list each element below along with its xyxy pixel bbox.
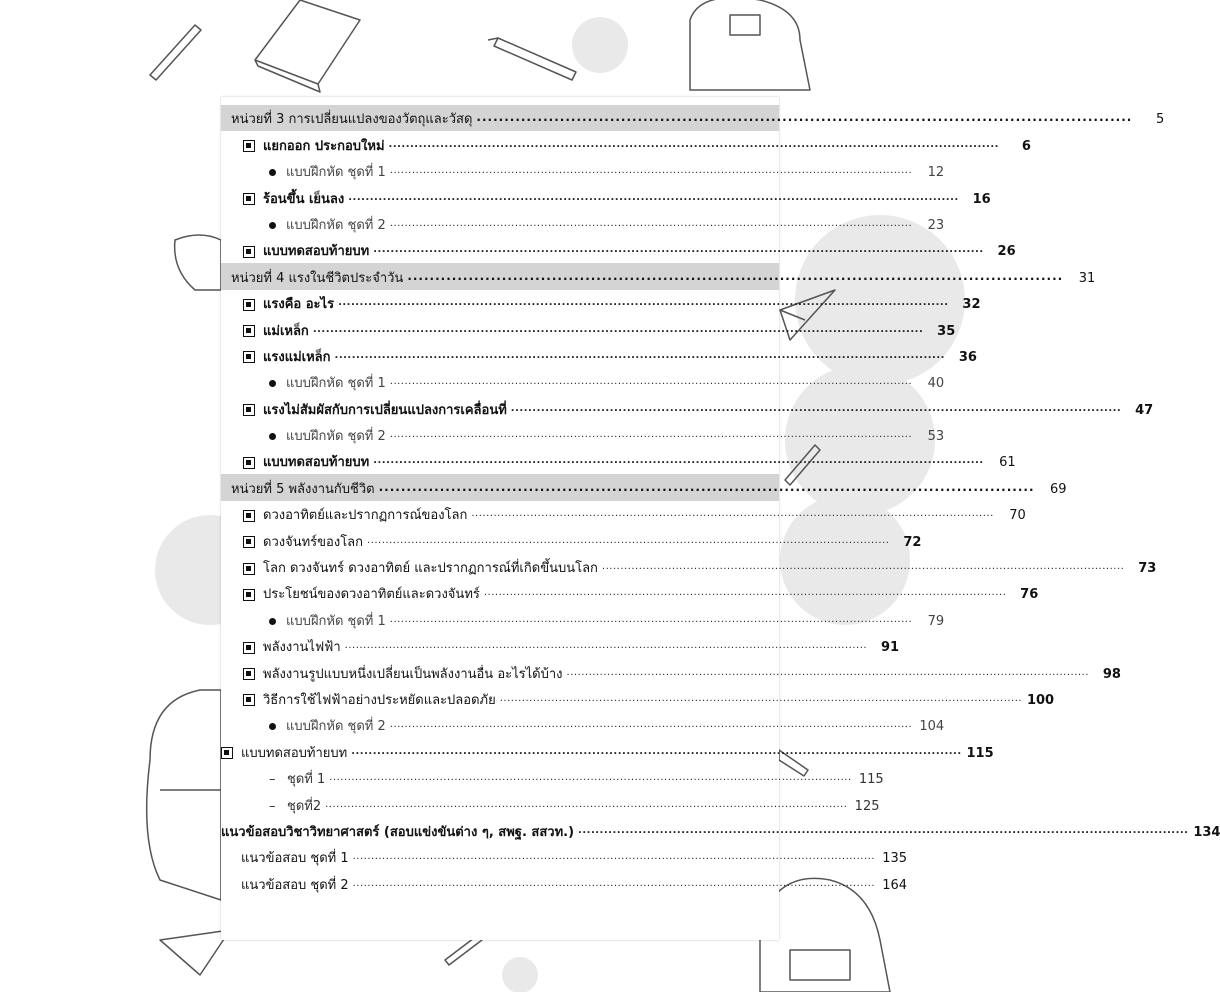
toc-page-number: 100	[1026, 692, 1055, 708]
toc-page-number: 16	[972, 191, 991, 207]
toc-title: โลก ดวงจันทร์ ดวงอาทิตย์ และปรากฏการณ์ที่เกิดขึ้นบนโลก	[263, 561, 598, 577]
toc-section[interactable]	[221, 237, 1016, 263]
toc-page-number: 104	[919, 719, 945, 735]
toc-unit-3[interactable]	[221, 105, 1165, 131]
round-bullet-icon	[269, 618, 276, 625]
toc-page-number: 35	[937, 323, 956, 339]
dot-leader: ..............................................................................................................................................	[352, 877, 876, 889]
toc-title: แนวข้อสอบ ชุดที่ 1	[241, 851, 349, 867]
toc-exercise[interactable]	[221, 369, 945, 395]
dot-leader: ..............................................................................................................................................	[389, 613, 913, 625]
toc-title: หน่วยที่ 4 แรงในชีวิตประจำวัน	[231, 270, 404, 286]
dot-leader: ..............................................................................................................................................	[566, 666, 1089, 678]
toc-page-number: 76	[1020, 587, 1039, 603]
toc-title: แบบฝึกหัด ชุดที่ 1	[286, 165, 386, 181]
dot-leader: ..............................................................................................................................................	[510, 402, 1122, 414]
dot-leader: ..............................................................................................................................................	[389, 165, 913, 177]
gray-circle-decoration	[572, 17, 628, 73]
toc-exercise[interactable]	[221, 211, 945, 237]
toc-section[interactable]	[221, 316, 956, 342]
toc-section[interactable]	[221, 131, 1031, 157]
bag-doodle	[147, 690, 221, 900]
toc-page-number: 115	[858, 772, 884, 788]
toc-title: ดวงจันทร์ของโลก	[263, 534, 364, 550]
toc-final-set[interactable]	[221, 765, 884, 791]
square-bullet-icon	[243, 563, 255, 575]
dot-leader: ..............................................................................................................................................	[499, 692, 1023, 704]
toc-page-number: 69	[1049, 481, 1067, 497]
dot-leader: ..............................................................................................................................................	[389, 429, 913, 441]
square-bullet-icon	[243, 457, 255, 469]
toc-title: แบบฝึกหัด ชุดที่ 1	[286, 376, 386, 392]
toc-title: พลังงานไฟฟ้า	[263, 640, 341, 656]
toc-page-number: 12	[927, 165, 945, 181]
toc-exercise[interactable]	[221, 422, 945, 448]
toc-page-number: 72	[903, 534, 922, 550]
dot-leader: ..............................................................................................................................................	[367, 534, 890, 546]
dot-leader: ......................................................................................................................	[378, 479, 1035, 494]
toc-title: แม่เหล็ก	[263, 323, 309, 339]
toc-unit-5[interactable]	[221, 474, 1067, 500]
toc-title: วิธีการใช้ไฟฟ้าอย่างประหยัดและปลอดภัย	[263, 692, 496, 708]
dot-leader: ..............................................................................................................................................	[338, 297, 949, 309]
round-bullet-icon	[269, 222, 276, 229]
toc-page-number: 40	[927, 376, 945, 392]
dot-leader: ......................................................................................................................	[476, 110, 1133, 125]
table-of-contents-page	[221, 97, 1220, 940]
pencil-doodle	[488, 38, 576, 80]
toc-section[interactable]	[221, 554, 1157, 580]
pencil-doodle	[150, 25, 201, 80]
toc-page-number: 32	[962, 297, 981, 313]
toc-exam-guide[interactable]	[221, 818, 1220, 844]
round-bullet-icon	[269, 169, 276, 176]
toc-title: แบบฝึกหัด ชุดที่ 2	[286, 217, 386, 233]
toc-page-number: 5	[1156, 112, 1165, 128]
dot-leader: ..............................................................................................................................................	[373, 455, 984, 467]
toc-title: แบบทดสอบท้ายบท	[263, 455, 370, 471]
toc-page-number: 6	[1021, 138, 1031, 154]
toc-page-number: 23	[927, 217, 945, 233]
toc-page-number: 79	[927, 613, 945, 629]
square-bullet-icon	[243, 193, 255, 205]
dot-leader: ..............................................................................................................................................	[471, 508, 994, 520]
round-bullet-icon	[269, 380, 276, 387]
gray-circle-decoration	[502, 957, 538, 992]
dot-leader: ..............................................................................................................................................	[601, 561, 1125, 573]
dot-leader: ..............................................................................................................................................	[325, 798, 848, 810]
toc-exercise[interactable]	[221, 712, 945, 738]
dash-bullet-icon: –	[269, 798, 276, 814]
toc-final-set[interactable]	[221, 791, 880, 817]
square-bullet-icon	[243, 536, 255, 548]
dot-leader: ..............................................................................................................................................	[388, 138, 999, 150]
backpack-doodle	[690, 0, 810, 90]
toc-section[interactable]	[221, 659, 1121, 685]
toc-section[interactable]	[221, 448, 1016, 474]
toc-section[interactable]	[221, 290, 981, 316]
toc-title: ชุดที่2	[287, 798, 322, 814]
dot-leader: ..............................................................................................................................................	[329, 772, 852, 784]
toc-page-number: 61	[999, 455, 1016, 471]
toc-section[interactable]	[221, 395, 1154, 421]
toc-exam-set[interactable]	[221, 844, 908, 870]
toc-title: พลังงานรูปแบบหนึ่งเปลี่ยนเป็นพลังงานอื่น อะไรได้บ้าง	[263, 666, 563, 682]
toc-page-number: 125	[854, 798, 880, 814]
toc-title: แนวข้อสอบ ชุดที่ 2	[241, 877, 349, 893]
toc-title: แบบฝึกหัด ชุดที่ 2	[286, 429, 386, 445]
toc-title: หน่วยที่ 3 การเปลี่ยนแปลงของวัตถุและวัสดุ	[231, 112, 473, 128]
toc-page-number: 164	[882, 877, 908, 893]
pencil-case-doodle	[175, 235, 221, 290]
notebook-doodle	[255, 0, 360, 92]
square-bullet-icon	[243, 140, 255, 152]
dot-leader: ..............................................................................................................................................	[344, 640, 868, 652]
dot-leader: ..............................................................................................................................................	[312, 323, 924, 335]
toc-title: หน่วยที่ 5 พลังงานกับชีวิต	[231, 481, 375, 497]
toc-page-number: 135	[882, 851, 908, 867]
toc-exercise[interactable]	[221, 158, 945, 184]
toc-page-number: 70	[1009, 508, 1026, 524]
dot-leader: ..............................................................................................................................................	[348, 191, 959, 203]
toc-title: แบบฝึกหัด ชุดที่ 2	[286, 719, 386, 735]
toc-title: แบบฝึกหัด ชุดที่ 1	[286, 613, 386, 629]
dot-leader: ..............................................................................................................................................	[373, 244, 984, 256]
dot-leader: ..............................................................................................................................................	[578, 824, 1189, 836]
dot-leader: ..............................................................................................................................................	[483, 587, 1007, 599]
toc-section[interactable]	[221, 580, 1039, 606]
dot-leader: ..............................................................................................................................................	[351, 745, 962, 757]
dot-leader: ..............................................................................................................................................	[352, 851, 876, 863]
toc-page-number: 91	[880, 640, 900, 656]
toc-section[interactable]	[221, 633, 900, 659]
backpack-doodle	[760, 878, 890, 992]
toc-title: แรงคือ อะไร	[263, 297, 335, 313]
toc-section[interactable]	[221, 686, 1055, 712]
toc-unit-4[interactable]	[221, 263, 1096, 289]
round-bullet-icon	[269, 433, 276, 440]
toc-exam-set[interactable]	[221, 870, 908, 896]
square-bullet-icon	[221, 747, 233, 759]
square-bullet-icon	[243, 299, 255, 311]
dash-bullet-icon: –	[269, 772, 276, 788]
square-bullet-icon	[243, 694, 255, 706]
toc-page-number: 73	[1138, 561, 1157, 577]
toc-page-number: 98	[1102, 666, 1121, 682]
square-bullet-icon	[243, 404, 255, 416]
toc-section[interactable]	[221, 184, 991, 210]
toc-title: ร้อนขึ้น เย็นลง	[263, 191, 345, 207]
toc-title: แยกออก ประกอบใหม่	[263, 138, 385, 154]
square-bullet-icon	[243, 246, 255, 258]
dot-leader: ..............................................................................................................................................	[334, 349, 945, 361]
toc-section[interactable]	[221, 527, 922, 553]
toc-final-test[interactable]	[221, 738, 994, 764]
dot-leader: ..............................................................................................................................................	[389, 376, 913, 388]
toc-section[interactable]	[221, 343, 977, 369]
toc-page-number: 134	[1193, 824, 1220, 840]
toc-exercise[interactable]	[221, 606, 945, 632]
toc-title: ดวงอาทิตย์และปรากฏการณ์ของโลก	[263, 508, 468, 524]
toc-title: แรงไม่สัมผัสกับการเปลี่ยนแปลงการเคลื่อนที่	[263, 402, 507, 418]
toc-title: แบบทดสอบท้ายบท	[263, 244, 370, 260]
toc-title: แรงแม่เหล็ก	[263, 349, 331, 365]
toc-page-number: 115	[966, 745, 994, 761]
toc-title: แบบทดสอบท้ายบท	[241, 745, 348, 761]
paper-plane-doodle	[160, 930, 230, 975]
toc-title: แนวข้อสอบวิชาวิทยาศาสตร์ (สอบแข่งขันต่าง ๆ, สพฐ. สสวท.)	[221, 824, 575, 840]
toc-section[interactable]	[221, 501, 1026, 527]
square-bullet-icon	[243, 351, 255, 363]
round-bullet-icon	[269, 723, 276, 730]
toc-page-number: 31	[1078, 270, 1096, 286]
toc-page-number: 47	[1135, 402, 1154, 418]
toc-page-number: 26	[997, 244, 1016, 260]
dot-leader: ......................................................................................................................	[407, 268, 1064, 283]
square-bullet-icon	[243, 589, 255, 601]
square-bullet-icon	[243, 510, 255, 522]
dot-leader: ..............................................................................................................................................	[389, 719, 913, 731]
square-bullet-icon	[243, 325, 255, 337]
square-bullet-icon	[243, 668, 255, 680]
toc-title: ชุดที่ 1	[287, 772, 326, 788]
toc-page-number: 53	[927, 429, 945, 445]
toc-page-number: 36	[958, 349, 977, 365]
toc-title: ประโยชน์ของดวงอาทิตย์และดวงจันทร์	[263, 587, 480, 603]
square-bullet-icon	[243, 642, 255, 654]
dot-leader: ..............................................................................................................................................	[389, 217, 913, 229]
